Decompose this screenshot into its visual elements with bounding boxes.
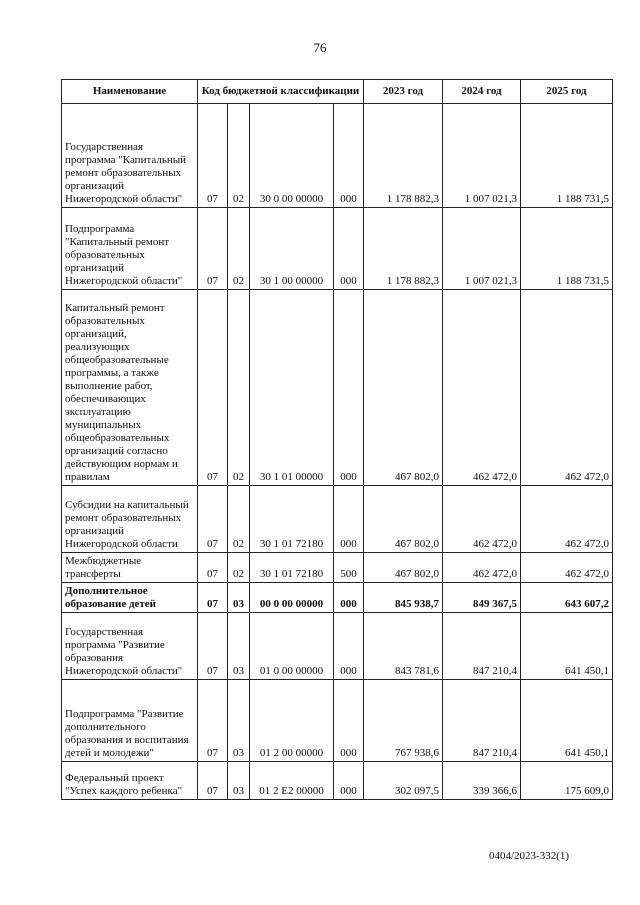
table-row xyxy=(62,208,613,290)
amount-2025: 462 472,0 xyxy=(521,290,613,486)
amount-2025: 643 607,2 xyxy=(521,583,613,613)
row-name: Субсидии на капитальный ремонт образовательных организаций Нижегородской области xyxy=(62,486,198,553)
code-target-article: 30 1 01 00000 xyxy=(250,290,334,486)
code-target-article: 30 1 00 00000 xyxy=(250,208,334,290)
code-target-article: 30 0 00 00000 xyxy=(250,104,334,208)
amount-2025: 462 472,0 xyxy=(521,553,613,583)
amount-2024: 462 472,0 xyxy=(443,486,521,553)
amount-2025: 1 188 731,5 xyxy=(521,208,613,290)
document-code: 0404/2023-332(1) xyxy=(489,850,570,862)
code-expense-type: 000 xyxy=(334,680,364,762)
amount-2023: 467 802,0 xyxy=(364,486,443,553)
code-subsection: 02 xyxy=(228,104,250,208)
code-subsection: 03 xyxy=(228,613,250,680)
code-target-article: 01 2 00 00000 xyxy=(250,680,334,762)
amount-2024: 849 367,5 xyxy=(443,583,521,613)
amount-2025: 641 450,1 xyxy=(521,613,613,680)
table-row xyxy=(62,583,613,613)
header-2025: 2025 год xyxy=(521,80,613,104)
amount-2025: 462 472,0 xyxy=(521,486,613,553)
table-body xyxy=(62,104,613,800)
table-header-row xyxy=(62,80,613,104)
header-2024: 2024 год xyxy=(443,80,521,104)
amount-2025: 175 609,0 xyxy=(521,762,613,800)
row-name: Дополнительное образование детей xyxy=(62,583,198,613)
amount-2025: 641 450,1 xyxy=(521,680,613,762)
budget-table xyxy=(61,79,613,800)
code-subsection: 02 xyxy=(228,553,250,583)
code-target-article: 01 2 E2 00000 xyxy=(250,762,334,800)
code-target-article: 30 1 01 72180 xyxy=(250,486,334,553)
code-subsection: 02 xyxy=(228,290,250,486)
row-name: Капитальный ремонт образовательных организаций, реализующих общеобразовательные программы, а также выполнение работ, обеспечивающих эксплуатацию муниципальных общеобразовательных организаций согласно действующим нормам и правилам xyxy=(62,290,198,486)
page-number: 76 xyxy=(313,40,327,55)
code-target-article: 01 0 00 00000 xyxy=(250,613,334,680)
amount-2024: 462 472,0 xyxy=(443,290,521,486)
table-row xyxy=(62,104,613,208)
amount-2023: 467 802,0 xyxy=(364,553,443,583)
code-section: 07 xyxy=(198,553,228,583)
amount-2024: 847 210,4 xyxy=(443,613,521,680)
code-target-article: 00 0 00 00000 xyxy=(250,583,334,613)
code-section: 07 xyxy=(198,208,228,290)
code-section: 07 xyxy=(198,613,228,680)
header-2023: 2023 год xyxy=(364,80,443,104)
code-expense-type: 000 xyxy=(334,583,364,613)
header-budget-code: Код бюджетной классификации xyxy=(198,80,364,104)
row-name: Государственная программа "Капитальный ремонт образовательных организаций Нижегородской области" xyxy=(62,104,198,208)
code-target-article: 30 1 01 72180 xyxy=(250,553,334,583)
table-row xyxy=(62,486,613,553)
table-row xyxy=(62,762,613,800)
table-row xyxy=(62,553,613,583)
code-expense-type: 000 xyxy=(334,486,364,553)
amount-2025: 1 188 731,5 xyxy=(521,104,613,208)
row-name: Межбюджетные трансферты xyxy=(62,553,198,583)
row-name: Подпрограмма "Капитальный ремонт образовательных организаций Нижегородской области" xyxy=(62,208,198,290)
code-subsection: 03 xyxy=(228,680,250,762)
code-subsection: 03 xyxy=(228,583,250,613)
table-row xyxy=(62,613,613,680)
code-section: 07 xyxy=(198,680,228,762)
code-expense-type: 000 xyxy=(334,613,364,680)
amount-2023: 467 802,0 xyxy=(364,290,443,486)
code-expense-type: 500 xyxy=(334,553,364,583)
amount-2024: 339 366,6 xyxy=(443,762,521,800)
code-section: 07 xyxy=(198,290,228,486)
amount-2023: 1 178 882,3 xyxy=(364,208,443,290)
table-row xyxy=(62,290,613,486)
code-section: 07 xyxy=(198,486,228,553)
row-name: Федеральный проект "Успех каждого ребенка" xyxy=(62,762,198,800)
amount-2024: 462 472,0 xyxy=(443,553,521,583)
row-name: Подпрограмма "Развитие дополнительного образования и воспитания детей и молодежи" xyxy=(62,680,198,762)
amount-2023: 845 938,7 xyxy=(364,583,443,613)
amount-2023: 767 938,6 xyxy=(364,680,443,762)
code-expense-type: 000 xyxy=(334,762,364,800)
code-subsection: 03 xyxy=(228,762,250,800)
amount-2024: 1 007 021,3 xyxy=(443,104,521,208)
code-subsection: 02 xyxy=(228,486,250,553)
code-expense-type: 000 xyxy=(334,290,364,486)
code-subsection: 02 xyxy=(228,208,250,290)
code-section: 07 xyxy=(198,762,228,800)
row-name: Государственная программа "Развитие образования Нижегородской области" xyxy=(62,613,198,680)
amount-2024: 1 007 021,3 xyxy=(443,208,521,290)
amount-2023: 1 178 882,3 xyxy=(364,104,443,208)
amount-2023: 302 097,5 xyxy=(364,762,443,800)
header-name: Наименование xyxy=(62,80,198,104)
code-section: 07 xyxy=(198,583,228,613)
code-expense-type: 000 xyxy=(334,104,364,208)
amount-2023: 843 781,6 xyxy=(364,613,443,680)
table-row xyxy=(62,680,613,762)
code-expense-type: 000 xyxy=(334,208,364,290)
amount-2024: 847 210,4 xyxy=(443,680,521,762)
code-section: 07 xyxy=(198,104,228,208)
